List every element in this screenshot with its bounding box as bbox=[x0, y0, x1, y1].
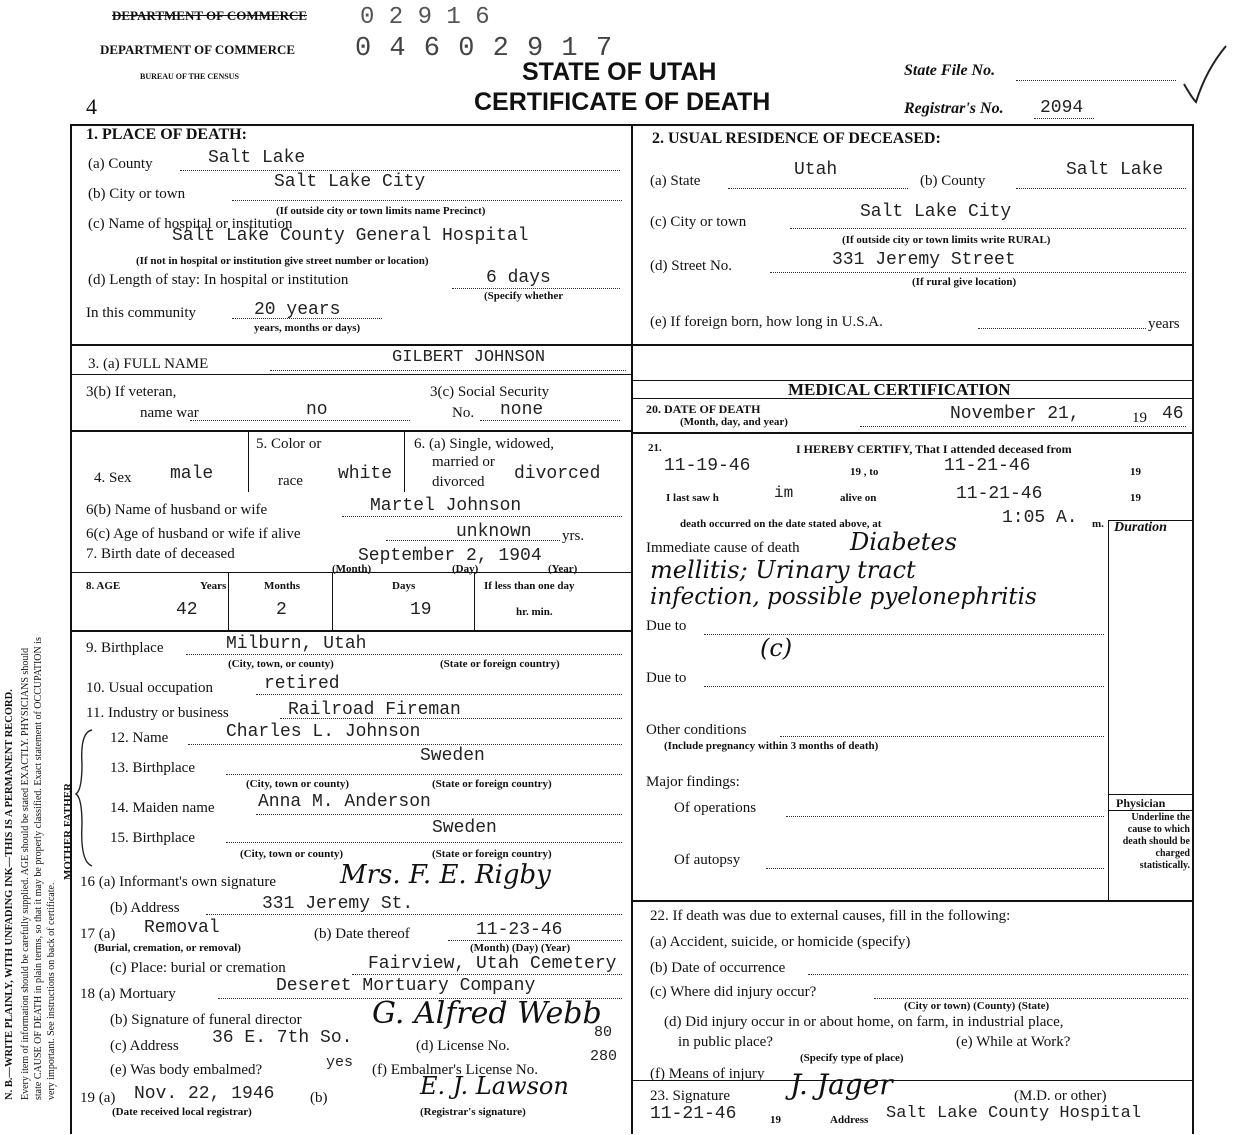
full-name-label: 3. (a) FULL NAME bbox=[88, 356, 209, 372]
embalmed-label: (e) Was body embalmed? bbox=[110, 1062, 263, 1078]
occupation-label: 10. Usual occupation bbox=[86, 680, 214, 696]
dept-label: DEPARTMENT OF COMMERCE bbox=[100, 42, 296, 57]
industry[interactable]: Railroad Fireman bbox=[288, 700, 461, 720]
due-to-label-2: Due to bbox=[646, 670, 687, 686]
serial-number: 0 4 6 0 2 9 1 7 bbox=[355, 34, 614, 64]
res-street[interactable]: 331 Jeremy Street bbox=[832, 250, 1016, 270]
state-title: STATE OF UTAH bbox=[522, 58, 717, 86]
place-of-death-heading: 1. PLACE OF DEATH: bbox=[86, 126, 247, 143]
days-label: Days bbox=[392, 580, 416, 592]
registrar-no-label: Registrar's No. bbox=[904, 100, 1004, 117]
father-bp-note-2: (State or foreign country) bbox=[432, 778, 552, 790]
left-mark: 4 bbox=[86, 94, 97, 119]
last-saw-label: I last saw h bbox=[666, 492, 719, 504]
ssn-label: 3(c) Social Security bbox=[430, 384, 550, 400]
autopsy-label: Of autopsy bbox=[674, 852, 741, 868]
major-findings-label: Major findings: bbox=[646, 774, 740, 790]
mortuary[interactable]: Deseret Mortuary Company bbox=[276, 976, 536, 996]
foreign-unit: years bbox=[1148, 316, 1180, 332]
dod-label: 20. DATE OF DEATH bbox=[646, 402, 761, 416]
license-no[interactable]: 80 bbox=[594, 1024, 613, 1041]
hospital-note: (If not in hospital or institution give street number or location) bbox=[136, 255, 429, 267]
signature-label: 23. Signature bbox=[650, 1088, 730, 1104]
birth-date[interactable]: September 2, 1904 bbox=[358, 546, 542, 566]
industry-label: 11. Industry or business bbox=[86, 705, 229, 721]
veteran-label: 3(b) If veteran, bbox=[86, 384, 177, 400]
certificate-title: CERTIFICATE OF DEATH bbox=[474, 88, 771, 116]
signature-19: 19 bbox=[770, 1114, 781, 1126]
due-to-1[interactable]: (c) bbox=[760, 634, 793, 662]
alive-19: 19 bbox=[1130, 492, 1141, 504]
cert-text: I HEREBY CERTIFY, That I attended deceased from bbox=[796, 442, 1072, 456]
alive-on[interactable]: 11-21-46 bbox=[956, 484, 1043, 504]
city-label: (b) City or town bbox=[88, 186, 186, 202]
foreign-label: (e) If foreign born, how long in U.S.A. bbox=[650, 314, 883, 330]
serial-top: 0 2 9 1 6 bbox=[360, 4, 490, 31]
operations-label: Of operations bbox=[674, 800, 757, 816]
where-injury-label: (c) Where did injury occur? bbox=[650, 984, 817, 1000]
informant-sig-label: 16 (a) Informant's own signature bbox=[80, 874, 276, 890]
father-name[interactable]: Charles L. Johnson bbox=[226, 722, 421, 742]
dod-prefix: 19 bbox=[1132, 410, 1147, 426]
community-note: years, months or days) bbox=[254, 322, 361, 334]
birth-note-month: (Month) bbox=[332, 563, 372, 575]
veteran-war[interactable]: no bbox=[306, 400, 328, 420]
hospital-label: (c) Name of hospital or institution bbox=[88, 216, 293, 232]
side-line-3: state CAUSE OF DEATH in plain terms, so that it may be properly classified. Exact statement of OCCUPATION is bbox=[33, 637, 44, 1100]
city-note: (If outside city or town limits name Precinct) bbox=[276, 205, 486, 217]
color-label: 5. Color or bbox=[256, 436, 322, 452]
marital-label-3: divorced bbox=[432, 474, 485, 490]
birthplace[interactable]: Milburn, Utah bbox=[226, 634, 367, 654]
disp-date[interactable]: 11-23-46 bbox=[476, 920, 563, 940]
birthplace-label: 9. Birthplace bbox=[86, 640, 164, 656]
cause-label: Immediate cause of death bbox=[646, 540, 800, 556]
embalmed[interactable]: yes bbox=[326, 1054, 354, 1071]
time-of-death[interactable]: 1:05 A. bbox=[1002, 508, 1078, 528]
residence-heading: 2. USUAL RESIDENCE OF DECEASED: bbox=[652, 130, 941, 147]
time-suffix: m. bbox=[1092, 518, 1104, 530]
spouse-name[interactable]: Martel Johnson bbox=[370, 496, 522, 516]
received-note: (Date received local registrar) bbox=[112, 1106, 252, 1118]
date-of-death[interactable]: November 21, bbox=[950, 404, 1080, 424]
less-than-day-label: If less than one day bbox=[484, 580, 575, 592]
received-date[interactable]: Nov. 22, 1946 bbox=[134, 1084, 275, 1104]
to-19: 19 bbox=[1130, 466, 1141, 478]
embalmer-license-no[interactable]: 280 bbox=[590, 1048, 618, 1065]
father-bp-note-1: (City, town or county) bbox=[246, 778, 350, 790]
hr-min-label: hr. min. bbox=[516, 606, 553, 618]
mother-maiden-label: 14. Maiden name bbox=[110, 800, 215, 816]
physician-box-text: Underline the cause to which death should be charged statistically. bbox=[1122, 812, 1190, 871]
license-label: (d) License No. bbox=[416, 1038, 510, 1054]
means-of-injury-label: (f) Means of injury bbox=[650, 1066, 765, 1082]
home-farm-label: (d) Did injury occur in or about home, on farm, in industrial place, bbox=[664, 1014, 1064, 1030]
ssn-label-2: No. bbox=[452, 405, 475, 421]
medical-heading: MEDICAL CERTIFICATION bbox=[788, 380, 1011, 399]
check-mark-icon bbox=[1180, 40, 1230, 110]
res-state-label: (a) State bbox=[650, 173, 701, 189]
months-label: Months bbox=[264, 580, 301, 592]
birthplace-note-2: (State or foreign country) bbox=[440, 658, 560, 670]
years-label: Years bbox=[200, 580, 227, 592]
dept-top: DEPARTMENT OF COMMERCE bbox=[112, 8, 308, 23]
mother-bp-note-2: (State or foreign country) bbox=[432, 848, 552, 860]
attended-from[interactable]: 11-19-46 bbox=[664, 456, 751, 476]
disposition[interactable]: Removal bbox=[144, 918, 220, 938]
age-days[interactable]: 19 bbox=[410, 600, 432, 620]
informant-signature[interactable]: Mrs. F. E. Rigby bbox=[340, 860, 551, 890]
informant-address-label: (b) Address bbox=[110, 900, 180, 916]
type-of-place-note: (Specify type of place) bbox=[800, 1052, 904, 1064]
birthplace-note-1: (City, town, or county) bbox=[228, 658, 334, 670]
res-city-label: (c) City or town bbox=[650, 214, 747, 230]
informant-address[interactable]: 331 Jeremy St. bbox=[262, 894, 414, 914]
physician-address-label: Address bbox=[830, 1114, 869, 1126]
disposition-note: (Burial, cremation, or removal) bbox=[94, 942, 241, 954]
res-city[interactable]: Salt Lake City bbox=[860, 202, 1012, 222]
birth-note-day: (Day) bbox=[452, 563, 479, 575]
mortuary-address-label: (c) Address bbox=[110, 1038, 179, 1054]
marital-label-1: 6. (a) Single, widowed, bbox=[414, 436, 554, 452]
full-name[interactable]: GILBERT JOHNSON bbox=[392, 348, 546, 367]
bracket-icon bbox=[74, 724, 98, 874]
last-saw-him[interactable]: im bbox=[774, 484, 794, 502]
disp-date-label: (b) Date thereof bbox=[314, 926, 410, 942]
father-birthplace-label: 13. Birthplace bbox=[110, 760, 195, 776]
death-county[interactable]: Salt Lake bbox=[208, 148, 306, 168]
registrar-no: 2094 bbox=[1040, 98, 1084, 118]
physician-box-title: Physician bbox=[1116, 796, 1166, 810]
stay-note: (Specify whether bbox=[484, 290, 564, 302]
occupation[interactable]: retired bbox=[264, 674, 340, 694]
physician-address[interactable]: Salt Lake County Hospital bbox=[886, 1104, 1142, 1123]
burial-place-label: (c) Place: burial or cremation bbox=[110, 960, 286, 976]
director-label: (b) Signature of funeral director bbox=[110, 1012, 302, 1028]
occurred-label: death occurred on the date stated above, at bbox=[680, 518, 882, 530]
spouse-age-label: 6(c) Age of husband or wife if alive bbox=[86, 526, 301, 542]
received-label: 19 (a) bbox=[80, 1090, 116, 1106]
death-hospital[interactable]: Salt Lake County General Hospital bbox=[172, 226, 529, 246]
registrar-signature[interactable]: E. J. Lawson bbox=[420, 1072, 569, 1100]
dod-year[interactable]: 46 bbox=[1162, 404, 1184, 424]
public-place-label: in public place? bbox=[678, 1034, 773, 1050]
res-county[interactable]: Salt Lake bbox=[1066, 160, 1164, 180]
to-label: 19 , to bbox=[850, 466, 879, 478]
side-line-4: very important. See instructions on back of certificate. bbox=[46, 882, 57, 1100]
cause-line-2[interactable]: mellitis; Urinary tract bbox=[650, 556, 916, 584]
side-line-1: N. B.—WRITE PLAINLY, WITH UNFADING INK—THIS IS A PERMANENT RECORD. bbox=[4, 689, 15, 1100]
res-state[interactable]: Utah bbox=[794, 160, 838, 180]
mother-birthplace[interactable]: Sweden bbox=[432, 818, 497, 838]
director-signature[interactable]: G. Alfred Webb bbox=[372, 996, 602, 1031]
veteran-label-2: name war bbox=[140, 405, 199, 421]
alive-on-label: alive on bbox=[840, 492, 877, 504]
external-causes-label: 22. If death was due to external causes, fill in the following: bbox=[650, 908, 1011, 924]
stay-hospital[interactable]: 6 days bbox=[486, 268, 551, 288]
race-label: race bbox=[278, 473, 303, 489]
death-city[interactable]: Salt Lake City bbox=[274, 172, 426, 192]
other-conditions-note: (Include pregnancy within 3 months of death) bbox=[664, 740, 879, 752]
due-to-label-1: Due to bbox=[646, 618, 687, 634]
signature-date[interactable]: 11-21-46 bbox=[650, 1104, 737, 1124]
other-conditions-label: Other conditions bbox=[646, 722, 747, 738]
age-months[interactable]: 2 bbox=[276, 600, 287, 620]
registrar-sig-label: (b) bbox=[310, 1090, 328, 1106]
street-label: (d) Street No. bbox=[650, 258, 733, 274]
disposition-label: 17 (a) bbox=[80, 926, 116, 942]
race[interactable]: white bbox=[338, 464, 393, 484]
bureau-label: BUREAU OF THE CENSUS bbox=[140, 72, 239, 81]
registrar-note: (Registrar's signature) bbox=[420, 1106, 526, 1118]
ssn[interactable]: none bbox=[500, 400, 544, 420]
mother-maiden-name[interactable]: Anna M. Anderson bbox=[258, 792, 431, 812]
cause-line-1[interactable]: Diabetes bbox=[850, 528, 957, 556]
street-note: (If rural give location) bbox=[912, 276, 1017, 288]
birth-date-label: 7. Birth date of deceased bbox=[86, 546, 235, 562]
community-label: In this community bbox=[86, 305, 196, 321]
disp-date-note: (Month) (Day) (Year) bbox=[470, 942, 571, 954]
md-label: (M.D. or other) bbox=[1014, 1088, 1107, 1104]
mother-bp-note-1: (City, town or county) bbox=[240, 848, 344, 860]
res-county-label: (b) County bbox=[920, 173, 986, 189]
dod-note: (Month, day, and year) bbox=[680, 416, 788, 428]
embalmer-license-label: (f) Embalmer's License No. bbox=[372, 1062, 538, 1078]
marital-label-2: married or bbox=[432, 454, 495, 470]
cert-number: 21. bbox=[648, 442, 662, 454]
county-label: (a) County bbox=[88, 156, 153, 172]
age-years[interactable]: 42 bbox=[176, 600, 198, 620]
marital-status[interactable]: divorced bbox=[514, 464, 601, 484]
stay-community[interactable]: 20 years bbox=[254, 300, 341, 320]
stay-label: (d) Length of stay: In hospital or institution bbox=[88, 272, 349, 288]
occurrence-label: (b) Date of occurrence bbox=[650, 960, 786, 976]
spouse-age[interactable]: unknown bbox=[456, 522, 532, 542]
mortuary-label: 18 (a) Mortuary bbox=[80, 986, 176, 1002]
mother-birthplace-label: 15. Birthplace bbox=[110, 830, 195, 846]
mortuary-address[interactable]: 36 E. 7th So. bbox=[212, 1028, 353, 1048]
spouse-age-unit: yrs. bbox=[562, 528, 585, 544]
birth-note-year: (Year) bbox=[548, 563, 578, 575]
cause-line-3[interactable]: infection, possible pyelonephritis bbox=[650, 584, 1037, 610]
age-label: 8. AGE bbox=[86, 580, 121, 592]
mother-father-label: MOTHER FATHER bbox=[62, 782, 74, 880]
attended-to[interactable]: 11-21-46 bbox=[944, 456, 1031, 476]
sex-label: 4. Sex bbox=[94, 470, 132, 486]
duration-label: Duration bbox=[1114, 520, 1167, 535]
res-city-note: (If outside city or town limits write RURAL) bbox=[842, 234, 1051, 246]
burial-place[interactable]: Fairview, Utah Cemetery bbox=[368, 954, 617, 974]
father-birthplace[interactable]: Sweden bbox=[420, 746, 485, 766]
where-injury-note: (City or town) (County) (State) bbox=[904, 1000, 1050, 1012]
father-name-label: 12. Name bbox=[110, 730, 169, 746]
accident-label: (a) Accident, suicide, or homicide (specify) bbox=[650, 934, 911, 950]
side-line-2: Every item of information should be carefully supplied. AGE should be stated EXACTLY. PHYSICIANS should bbox=[20, 647, 31, 1100]
while-at-work-label: (e) While at Work? bbox=[956, 1034, 1071, 1050]
state-file-label: State File No. bbox=[904, 62, 996, 79]
spouse-label: 6(b) Name of husband or wife bbox=[86, 502, 268, 518]
physician-signature[interactable]: J. Jager bbox=[790, 1068, 893, 1101]
sex[interactable]: male bbox=[170, 464, 214, 484]
